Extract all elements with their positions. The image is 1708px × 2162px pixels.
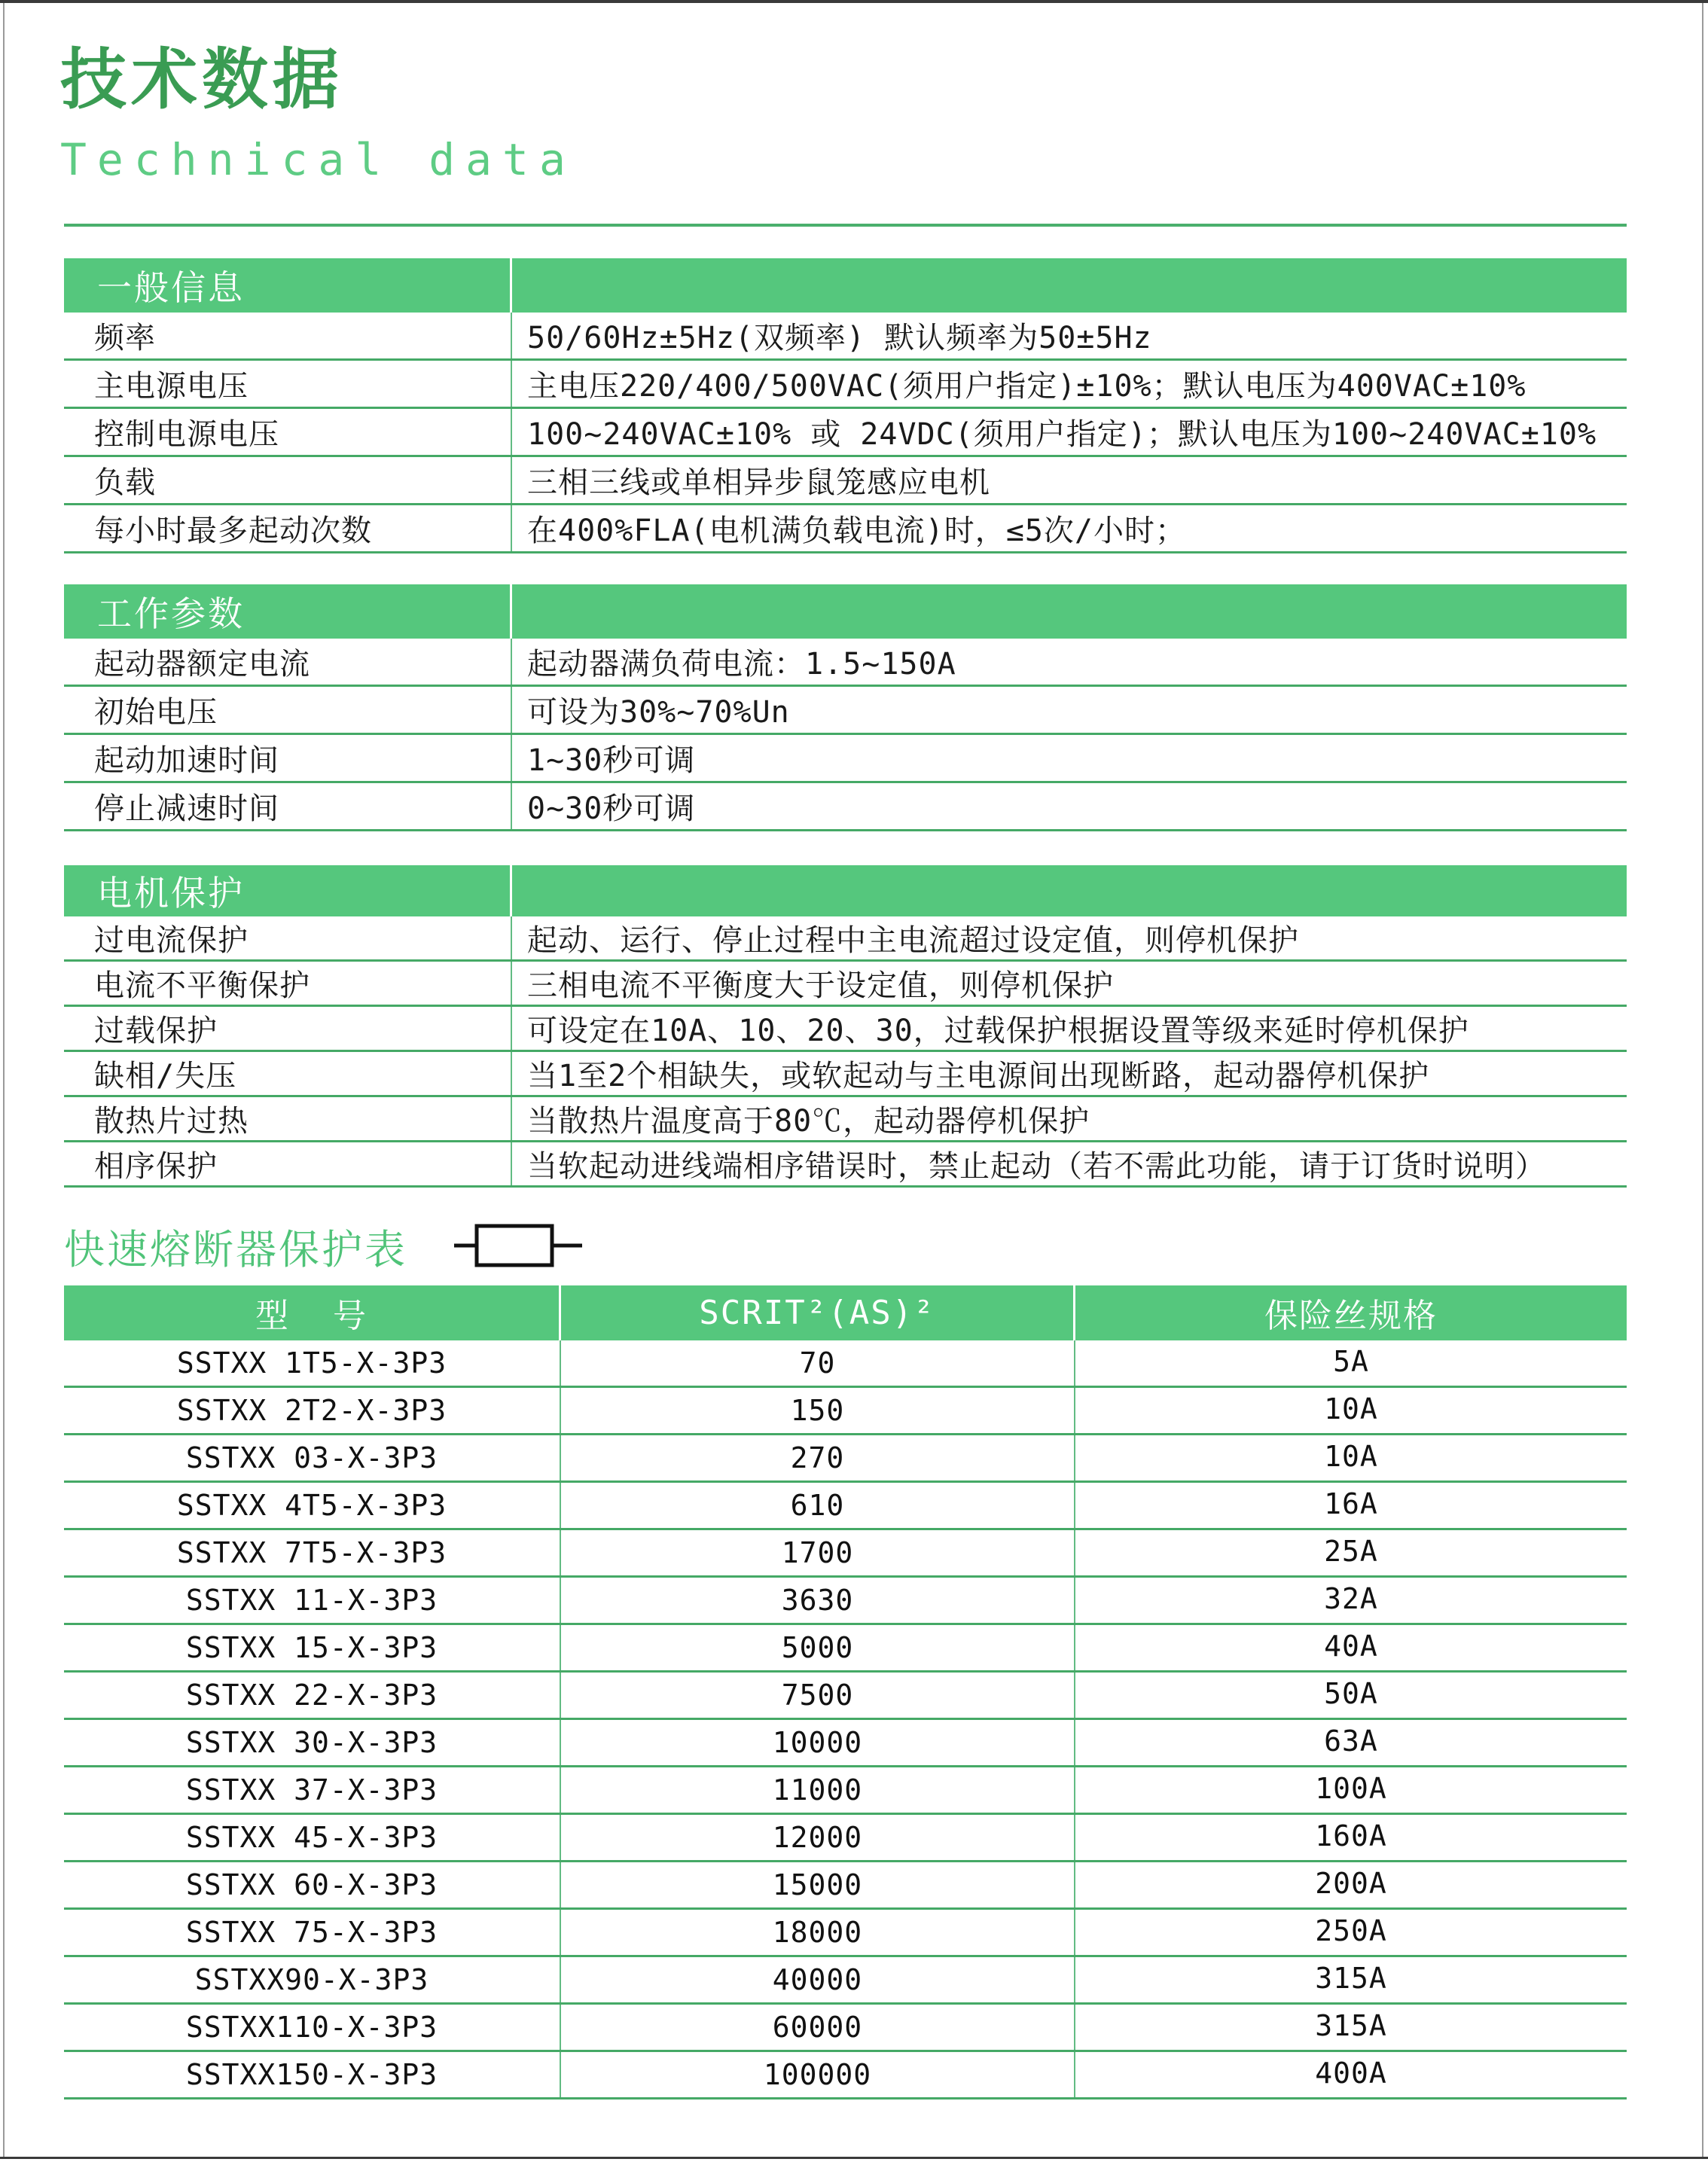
spec-label: 缺相/失压 <box>64 1052 512 1095</box>
section-header-label: 一般信息 <box>64 258 512 313</box>
fuse-table-row <box>64 1340 1627 1388</box>
fuse-col-rating-header: 保险丝规格 <box>1264 1297 1438 1336</box>
spec-row <box>64 639 1627 687</box>
fuse-table-row <box>64 1957 1627 2005</box>
fuse-cell-scrit: 18000 <box>561 1910 1075 1955</box>
motor-protection-table <box>64 865 1627 1188</box>
fuse-cell-model: SSTXX 2T2-X-3P3 <box>64 1388 561 1433</box>
spec-value: 可设定在10A、10、20、30，过载保护根据设置等级来延时停机保护 <box>527 1013 1469 1048</box>
spec-label: 过载保护 <box>64 1007 512 1050</box>
fuse-col-model-header: 型 号 <box>64 1285 561 1340</box>
fuse-cell-model: SSTXX 1T5-X-3P3 <box>64 1340 561 1386</box>
fuse-cell-model: SSTXX 11-X-3P3 <box>64 1578 561 1623</box>
fuse-cell-rating: 32A <box>1324 1581 1378 1615</box>
fuse-icon <box>454 1223 582 1271</box>
fuse-table-row <box>64 1673 1627 1720</box>
fuse-table-row <box>64 2005 1627 2052</box>
spec-row <box>64 687 1627 735</box>
section-header-label: 工作参数 <box>64 584 512 639</box>
fuse-cell-scrit: 10000 <box>561 1720 1075 1765</box>
spec-value: 0~30秒可调 <box>527 791 696 826</box>
fuse-cell-model: SSTXX150-X-3P3 <box>64 2052 561 2097</box>
fuse-cell-scrit: 7500 <box>561 1673 1075 1718</box>
section-header-spacer <box>512 584 1627 639</box>
spec-row <box>64 735 1627 783</box>
fuse-cell-scrit: 60000 <box>561 2005 1075 2050</box>
fuse-cell-scrit: 70 <box>561 1340 1075 1386</box>
page-content <box>60 0 1627 2099</box>
fuse-table-row <box>64 1910 1627 1957</box>
spec-label: 停止减速时间 <box>64 783 512 829</box>
fuse-table-body <box>64 1340 1627 2099</box>
fuse-cell-scrit: 3630 <box>561 1578 1075 1623</box>
spec-row <box>64 361 1627 409</box>
spec-value: 当软起动进线端相序错误时，禁止起动（若不需此功能，请于订货时说明） <box>527 1148 1546 1184</box>
spec-value: 50/60Hz±5Hz(双频率) 默认频率为50±5Hz <box>527 320 1152 355</box>
fuse-table-row <box>64 1483 1627 1530</box>
spec-value: 1~30秒可调 <box>527 743 696 778</box>
fuse-cell-rating: 50A <box>1324 1676 1378 1710</box>
spec-label: 负载 <box>64 457 512 503</box>
fuse-cell-model: SSTXX90-X-3P3 <box>64 1957 561 2002</box>
fuse-table-row <box>64 1530 1627 1578</box>
spec-label: 过电流保护 <box>64 916 512 959</box>
spec-row <box>64 1142 1627 1188</box>
fuse-table-row <box>64 1388 1627 1435</box>
table-section-header <box>64 258 1627 313</box>
spec-label: 相序保护 <box>64 1142 512 1185</box>
fuse-cell-rating: 250A <box>1315 1913 1387 1947</box>
fuse-cell-model: SSTXX 4T5-X-3P3 <box>64 1483 561 1528</box>
spec-value: 三相电流不平衡度大于设定值，则停机保护 <box>527 968 1114 1003</box>
spec-row <box>64 916 1627 962</box>
spec-value: 三相三线或单相异步鼠笼感应电机 <box>527 465 990 500</box>
section-header-spacer <box>512 865 1627 916</box>
fuse-cell-model: SSTXX 75-X-3P3 <box>64 1910 561 1955</box>
page-border-bottom <box>0 2157 1708 2159</box>
fuse-cell-rating: 25A <box>1324 1534 1378 1568</box>
fuse-cell-model: SSTXX 60-X-3P3 <box>64 1862 561 1907</box>
page-border-right <box>1702 3 1703 2157</box>
fuse-cell-rating: 100A <box>1315 1771 1387 1805</box>
fuse-cell-scrit: 100000 <box>561 2052 1075 2097</box>
fuse-table-row <box>64 1815 1627 1862</box>
fuse-table-row <box>64 1435 1627 1483</box>
fuse-protection-table <box>64 1285 1627 2099</box>
spec-label: 起动加速时间 <box>64 735 512 781</box>
spec-value: 起动器满负荷电流：1.5~150A <box>527 646 956 682</box>
general-info-table <box>64 258 1627 553</box>
spec-label: 电流不平衡保护 <box>64 962 512 1005</box>
fuse-cell-rating: 63A <box>1324 1724 1378 1758</box>
fuse-cell-rating: 40A <box>1324 1629 1378 1663</box>
fuse-cell-model: SSTXX 15-X-3P3 <box>64 1625 561 1670</box>
fuse-section-title-row <box>64 1221 1627 1273</box>
spec-label: 起动器额定电流 <box>64 639 512 685</box>
fuse-col-scrit-header: SCRIT²(AS)² <box>561 1285 1075 1340</box>
page-title: 技术数据 <box>60 42 344 117</box>
fuse-cell-scrit: 610 <box>561 1483 1075 1528</box>
fuse-cell-model: SSTXX 45-X-3P3 <box>64 1815 561 1860</box>
spec-label: 主电源电压 <box>64 361 512 407</box>
spec-row <box>64 1097 1627 1142</box>
spec-value: 当1至2个相缺失，或软起动与主电源间出现断路，起动器停机保护 <box>527 1058 1430 1093</box>
fuse-cell-model: SSTXX 03-X-3P3 <box>64 1435 561 1480</box>
section-header-label: 电机保护 <box>64 865 512 916</box>
page-subtitle: Technical data <box>60 133 576 185</box>
spec-row <box>64 313 1627 361</box>
fuse-cell-scrit: 1700 <box>561 1530 1075 1575</box>
fuse-cell-model: SSTXX 22-X-3P3 <box>64 1673 561 1718</box>
fuse-table-header <box>64 1285 1627 1340</box>
fuse-section-title: 快速熔断器保护表 <box>64 1227 407 1273</box>
spec-value: 可设为30%~70%Un <box>527 694 790 730</box>
spec-value: 100~240VAC±10% 或 24VDC(须用户指定)；默认电压为100~240VAC±10% <box>527 416 1597 452</box>
fuse-cell-scrit: 150 <box>561 1388 1075 1433</box>
fuse-table-row <box>64 2052 1627 2099</box>
spec-label: 散热片过热 <box>64 1097 512 1140</box>
fuse-table-row <box>64 1720 1627 1767</box>
spec-row <box>64 1052 1627 1097</box>
spec-row <box>64 457 1627 505</box>
spec-row <box>64 1007 1627 1052</box>
fuse-cell-model: SSTXX110-X-3P3 <box>64 2005 561 2050</box>
fuse-cell-model: SSTXX 37-X-3P3 <box>64 1767 561 1813</box>
fuse-cell-rating: 5A <box>1333 1344 1369 1378</box>
fuse-cell-rating: 16A <box>1324 1487 1378 1520</box>
fuse-cell-rating: 160A <box>1315 1819 1387 1852</box>
fuse-cell-rating: 315A <box>1315 2008 1387 2042</box>
fuse-cell-scrit: 15000 <box>561 1862 1075 1907</box>
spec-value: 在400%FLA(电机满负载电流)时，≤5次/小时； <box>527 513 1186 548</box>
fuse-cell-rating: 315A <box>1315 1961 1387 1995</box>
spec-label: 频率 <box>64 313 512 358</box>
spec-value: 起动、运行、停止过程中主电流超过设定值，则停机保护 <box>527 922 1299 958</box>
spec-label: 初始电压 <box>64 687 512 733</box>
fuse-cell-scrit: 12000 <box>561 1815 1075 1860</box>
fuse-cell-scrit: 11000 <box>561 1767 1075 1813</box>
fuse-table-row <box>64 1625 1627 1673</box>
fuse-cell-rating: 10A <box>1324 1392 1378 1426</box>
table-section-header <box>64 584 1627 639</box>
fuse-table-row <box>64 1862 1627 1910</box>
fuse-cell-rating: 10A <box>1324 1439 1378 1473</box>
page-border-left <box>3 3 5 2157</box>
fuse-cell-scrit: 270 <box>561 1435 1075 1480</box>
section-header-spacer <box>512 258 1627 313</box>
fuse-cell-scrit: 5000 <box>561 1625 1075 1670</box>
spec-label: 每小时最多起动次数 <box>64 505 512 551</box>
title-divider <box>64 224 1627 227</box>
table-section-header <box>64 865 1627 916</box>
working-params-table <box>64 584 1627 831</box>
fuse-table-row <box>64 1767 1627 1815</box>
spec-value: 主电压220/400/500VAC(须用户指定)±10%；默认电压为400VAC±10% <box>527 368 1527 404</box>
fuse-cell-rating: 400A <box>1315 2056 1387 2090</box>
spec-row <box>64 962 1627 1007</box>
fuse-table-row <box>64 1578 1627 1625</box>
spec-row <box>64 409 1627 457</box>
fuse-cell-rating: 200A <box>1315 1866 1387 1900</box>
spec-label: 控制电源电压 <box>64 409 512 455</box>
spec-value: 当散热片温度高于80℃，起动器停机保护 <box>527 1103 1090 1139</box>
spec-row <box>64 783 1627 831</box>
fuse-cell-model: SSTXX 30-X-3P3 <box>64 1720 561 1765</box>
fuse-cell-model: SSTXX 7T5-X-3P3 <box>64 1530 561 1575</box>
fuse-cell-scrit: 40000 <box>561 1957 1075 2002</box>
spec-row <box>64 505 1627 553</box>
